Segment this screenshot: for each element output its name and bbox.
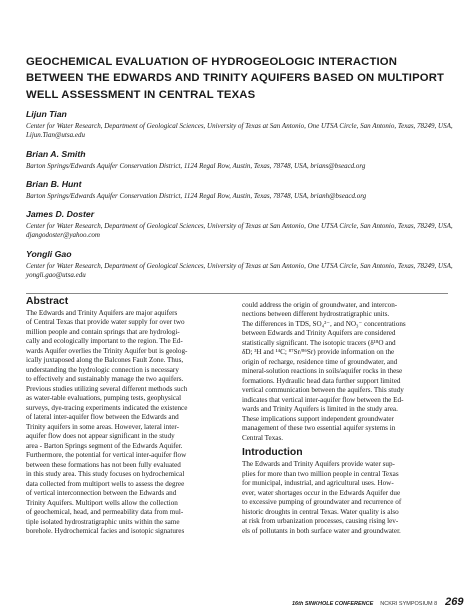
author-name: Brian A. Smith — [26, 148, 86, 159]
introduction-text: The Edwards and Trinity Aquifers provide water sup- plies for more than two million people in central Texas for municipal, industrial, and agricultural uses. How- ever, water shortages occur in the Edwards Aquifer due to excessive pumping of groundwater and recurrence of historic droughts in central Texas. Water quality is also at risk from urbanization processes, causing rising lev- els of pollutants in both surface water and groundwater. — [242, 460, 402, 535]
author-name: Brian B. Hunt — [26, 178, 82, 189]
right-column — [242, 301, 448, 536]
author-affiliation: Center for Water Research, Department of Geological Sciences, University of Texas at San Antonio, One UTSA Circle, San Antonio, Texas, 78249, USA, yongli.gao@utsa.edu — [26, 261, 453, 280]
author-name: Yongli Gao — [26, 248, 72, 259]
author-block — [26, 208, 456, 241]
footer-conference: 16th SINKHOLE CONFERENCE — [292, 601, 374, 607]
abstract-text-right: could address the origin of groundwater, and intercon- nections between different hydrostratigraphic units. The differences in TDS, SO₄²⁻, and NO₃⁻ concentrations between Edwards and Trinity Aquifers are considered statistically significant. The isotopic tracers (δ¹⁸O and δD; ³H and ¹⁴C; ⁸⁷Sr/⁸⁶Sr) provide information on the origin of recharge, residence time of groundwater, and mineral-solution reactions in soils/aquifer rocks in these formations. Hydraulic head data further support limited vertical communication between the aquifers. This study indicates that vertical inter-aquifer flow between the Ed- wards and Trinity Aquifers is limited in the study area. These implications support independent groundwater management of these two essential aquifer systems in Central Texas. — [242, 301, 406, 442]
page-footer — [292, 592, 464, 610]
author-list — [26, 108, 456, 287]
author-affiliation: Barton Springs/Edwards Aquifer Conservation District, 1124 Regal Row, Austin, Texas, 78748, USA, brianh@bseacd.org — [26, 191, 367, 200]
introduction-heading: Introduction — [242, 447, 303, 459]
author-affiliation: Center for Water Research, Department of Geological Sciences, University of Texas at San Antonio, One UTSA Circle, San Antonio, Texas, 78249, USA, djangodoster@yahoo.com — [26, 222, 453, 240]
author-block — [26, 108, 456, 141]
author-affiliation: Center for Water Research, Department of Geological Sciences, University of Texas at San Antonio, One UTSA Circle, San Antonio, Texas, 78249, USA, Lijun.Tian@utsa.edu — [26, 122, 453, 140]
author-name: James D. Doster — [26, 209, 95, 220]
page-number: 269 — [445, 596, 464, 608]
footer-symposium: NCKRI SYMPOSIUM 8 — [380, 601, 438, 607]
author-block — [26, 178, 456, 201]
author-block — [26, 248, 456, 281]
author-block — [26, 148, 456, 171]
left-column — [26, 296, 232, 537]
author-name: Lijun Tian — [26, 109, 67, 119]
abstract-heading: Abstract — [26, 296, 69, 307]
section-divider — [26, 293, 448, 294]
abstract-text-left: The Edwards and Trinity Aquifers are major aquifers of Central Texas that provide water supply for over two million people and contain springs that are hydrologi- cally and ecologically important to the region. The Ed- wards Aquifer overlies the Trinity Aquifer but is geolog- ically juxtaposed along the Balcones Fault Zone. Thus, understanding the hydrologic connection is necessary to effectively and sustainably manage the two aquifers. Previous studies utilizing several different methods such as water-table evaluations, pumping tests, geophysical surveys, dye-tracing experiments indicated the existence of lateral inter-aquifer flow between the Edwards and Trinity aquifers in some areas. However, lateral inter- aquifer flow does not appear significant in the study area - Barton Springs segment of the Edwards Aquifer. Furthermore, the potential for vertical inter-aquifer flow between these formations has not been fully evaluated in this study area. This study focuses on hydrochemical data collected from multiport wells to assess the degree of vertical interconnection between the Edwards and Trinity Aquifers. Multiport wells allow the collection of geochemical, head, and permeability data from mul- tiple isolated hydrostratigraphic units within the same borehole. Hydrochemical facies and isotopic signatures — [26, 309, 188, 536]
author-affiliation: Barton Springs/Edwards Aquifer Conservation District, 1124 Regal Row, Austin, Texas, 78748, USA, brians@bseacd.org — [26, 161, 366, 170]
paper-title: GEOCHEMICAL EVALUATION OF HYDROGEOLOGIC INTERACTION BETWEEN THE EDWARDS AND TRINITY AQUIFERS BASED ON MULTIPORT WELL ASSESSMENT IN CENTRAL TEXAS — [26, 56, 445, 101]
